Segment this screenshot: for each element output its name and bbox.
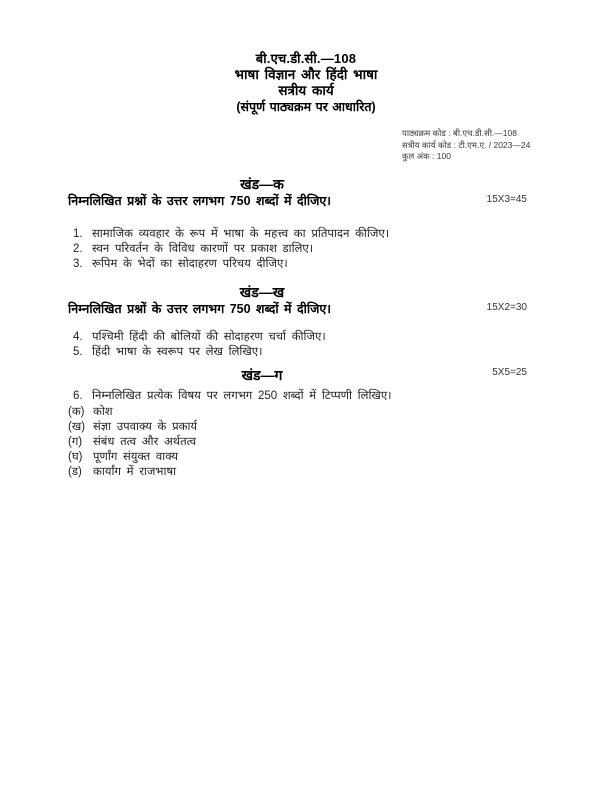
question-5 [73,344,263,359]
question-1 [73,226,389,241]
meta-label: सत्रीय कार्य कोड [402,139,452,150]
section-b-heading: खंड—ख [239,284,285,300]
section-a-heading: खंड—क [240,176,284,192]
question-text: सामाजिक व्यवहार के रूप में भाषा के महत्त्व का प्रतिपादन कीजिए। [92,228,390,240]
meta-assignment-code [402,140,530,152]
subitem-number: (ड) [68,466,82,478]
subitem-text: कार्यांग में राजभाषा [93,466,177,478]
section-b-marks: 15X2=30 [486,302,527,313]
question-2 [73,241,313,256]
doc-subtitle: (संपूर्ण पाठ्यक्रम पर आधारित) [236,100,376,114]
question-text: हिंदी भाषा के स्वरूप पर लेख लिखिए। [92,346,263,358]
meta-label: पाठ्यक्रम कोड [402,128,446,138]
question-number: 3. [73,258,83,270]
meta-value: टी.एम.ए. / 2023—24 [458,139,531,150]
subitem-text: पूर्णांग संयुक्त वाक्य [93,451,179,463]
meta-separator: : [429,151,437,161]
section-a-instruction: निम्नलिखित प्रश्नों के उत्तर लगभग 750 शब्दों में दीजिए। [68,194,332,208]
section-b-instruction: निम्नलिखित प्रश्नों के उत्तर लगभग 750 शब्दों में दीजिए। [68,302,332,316]
subitem-kha [68,419,197,434]
section-a-marks: 15X3=45 [486,194,527,205]
subitem-gha [68,449,178,464]
meta-value: 100 [436,151,451,161]
subitem-ga [68,434,196,449]
section-c-marks: 5X5=25 [492,367,527,378]
question-number: 4. [73,331,83,343]
question-number: 5. [73,346,83,358]
subitem-text: संबंध तत्व और अर्थतत्व [93,436,197,448]
subitem-number: (घ) [68,451,83,463]
subitem-number: (ख) [68,421,86,433]
subitem-text: कोश [93,406,113,418]
question-text: निम्नलिखित प्रत्येक विषय पर लगभग 250 शब्दों में टिप्पणी लिखिए। [92,390,392,402]
question-text: पश्चिमी हिंदी की बोलियों की सोदाहरण चर्चा कीजिए। [92,331,326,343]
question-3 [73,256,288,271]
question-number: 2. [73,243,83,255]
doc-type: सत्रीय कार्य [278,83,334,98]
doc-header [0,51,612,115]
course-title: भाषा विज्ञान और हिंदी भाषा [234,67,378,82]
meta-separator: : [445,128,453,138]
question-6 [73,388,392,403]
meta-separator: : [451,139,459,150]
meta-block [402,128,530,163]
question-text: स्वन परिवर्तन के विविध कारणों पर प्रकाश डालिए। [92,243,314,255]
subitem-da [68,464,176,479]
meta-total-marks [402,151,530,163]
subitem-number: (क) [68,406,85,418]
course-code: बी.एच.डी.सी.—108 [255,51,357,66]
meta-course-code [402,128,530,140]
question-text: रूपिम के भेदों का सोदाहरण परिचय दीजिए। [92,258,288,270]
subitem-ka [68,404,113,419]
section-c-heading: खंड—ग [241,367,283,383]
question-4 [73,329,326,344]
subitem-number: (ग) [68,436,83,448]
meta-label: कुल अंक [402,151,430,161]
question-number: 1. [73,228,83,240]
subitem-text: संज्ञा उपवाक्य के प्रकार्य [93,421,198,433]
meta-value: बी.एच.डी.सी.—108 [452,128,517,138]
question-number: 6. [73,390,83,402]
